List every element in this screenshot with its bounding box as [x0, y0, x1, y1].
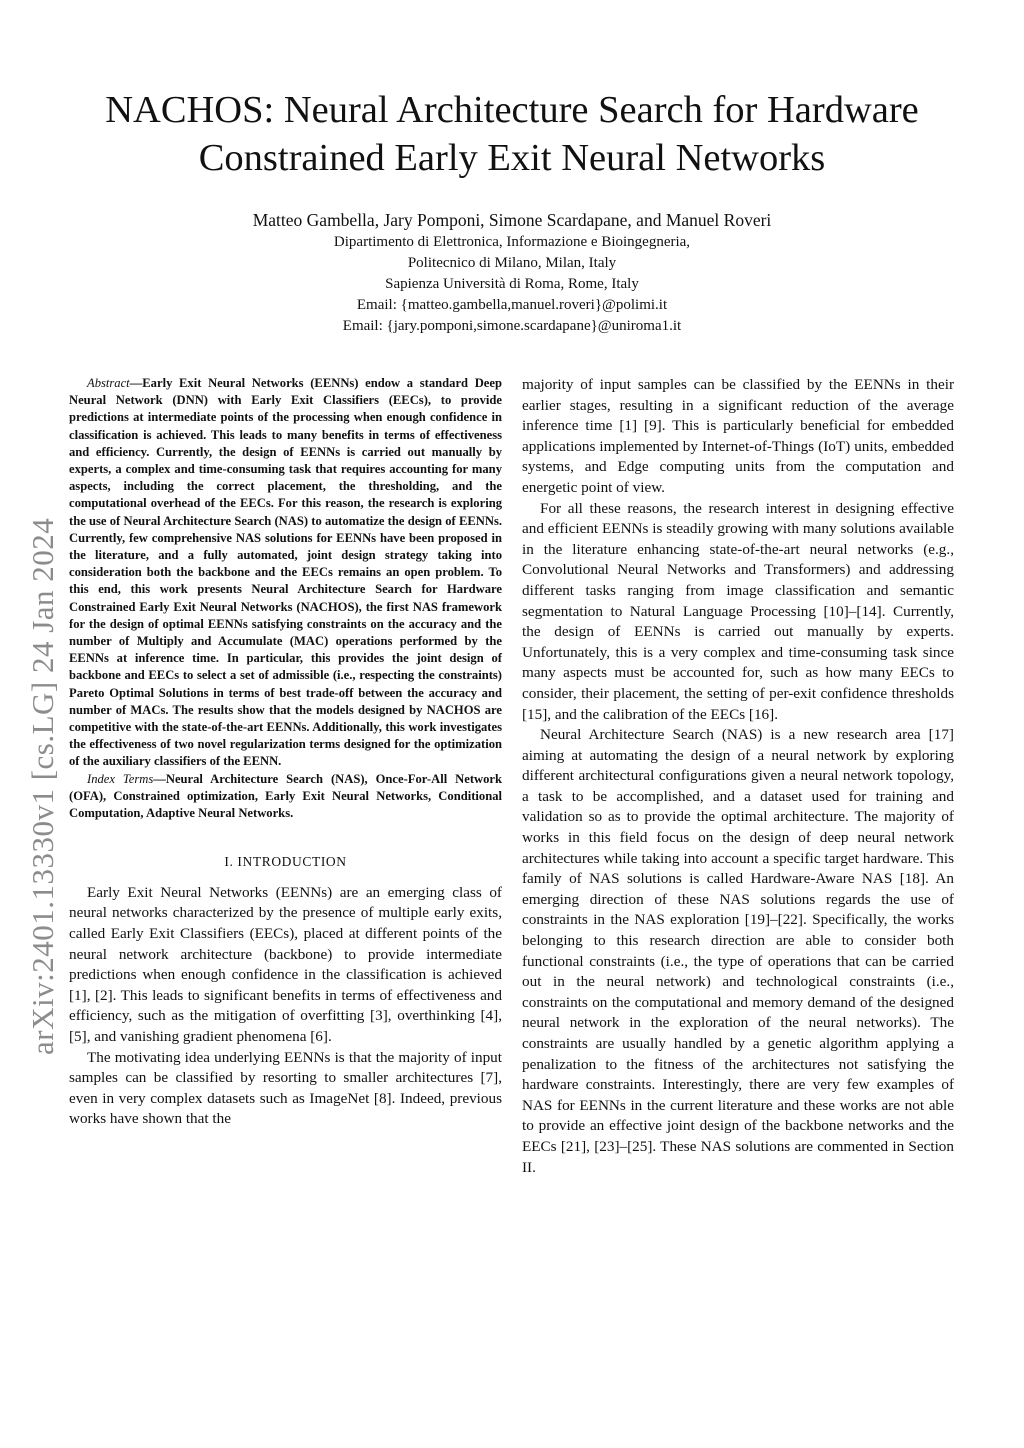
right-column	[522, 375, 954, 1178]
abstract-label: Abstract	[87, 376, 130, 390]
body-paragraph: majority of input samples can be classified by the EENNs in their earlier stages, resulting in a significant reduction of the average inference time [1] [9]. This is particularly beneficial for embedded applications implemented by Internet-of-Things (IoT) units, embedded systems, and Edge computing units from the computation and energetic point of view.	[522, 376, 954, 496]
paper-title-line-1: NACHOS: Neural Architecture Search for Hardware	[105, 89, 919, 131]
index-terms-text: —Neural Architecture Search (NAS), Once-For-All Network (OFA), Constrained optimization, Early Exit Neural Networks, Conditional Computation, Adaptive Neural Networks.	[69, 771, 502, 821]
author-block	[160, 208, 864, 337]
body-paragraph: For all these reasons, the research interest in designing effective and efficient EENNs is steadily growing with many solutions available in the literature enhancing state-of-the-art neural networks (e.g., Convolutional Neural Networks and Transformers) and addressing different tasks ranging from image classification and semantic segmentation to Natural Language Processing [10]–[14]. Currently, the design of EENNs is carried out manually by experts. Unfortunately, this is a very complex and time-consuming task since many aspects must be accounted for, such as how many EECs to consider, their placement, the setting of per-exit confidence thresholds [15], and the calibration of the EECs [16].	[522, 499, 954, 723]
left-column	[69, 375, 502, 1130]
arxiv-identifier: arXiv:2401.13330v1 [cs.LG] 24 Jan 2024	[25, 517, 60, 1055]
section-heading: I. INTRODUCTION	[224, 854, 347, 870]
email-line: Email: {jary.pomponi,simone.scardapane}@uniroma1.it	[342, 318, 682, 334]
abstract	[69, 375, 502, 771]
paper-title	[60, 86, 964, 182]
affiliation-line: Sapienza Università di Roma, Rome, Italy	[385, 276, 639, 292]
abstract-text: —Early Exit Neural Networks (EENNs) endow a standard Deep Neural Network (DNN) with Early Exit Classifiers (EECs), to provide predictions at intermediate points of the processing when enough confidence in classification is achieved. This leads to many benefits in terms of effectiveness and efficiency. Currently, the design of EENNs is carried out manually by experts, a complex and time-consuming task that requires accounting for many aspects, including the correct placement, the thresholding, and the computational overhead of the EECs. For this reason, the research is exploring the use of Neural Architecture Search (NAS) to automatize the design of EENNs. Currently, few comprehensive NAS solutions for EENNs have been proposed in the literature, and a fully automated, joint design strategy taking into consideration both the backbone and the EECs remains an open problem. To this end, this work presents Neural Architecture Search for Hardware Constrained Early Exit Neural Networks (NACHOS), the first NAS framework for the design of optimal EENNs satisfying constraints on the accuracy and the number of Multiply and Accumulate (MAC) operations performed by the EENNs at inference time. In particular, this provides the joint design of backbone and EECs to select a set of admissible (i.e., respecting the constraints) Pareto Optimal Solutions in terms of best trade-off between the accuracy and number of MACs. The results show that the models designed by NACHOS are competitive with the state-of-the-art EENNs. Additionally, this work investigates the effectiveness of two novel regularization terms designed for the optimization of the auxiliary classifiers of the EENN.	[69, 376, 502, 769]
index-terms	[69, 771, 502, 823]
index-terms-label: Index Terms	[87, 771, 154, 786]
body-paragraph: The motivating idea underlying EENNs is that the majority of input samples can be classified by resorting to smaller architectures [7], even in very complex datasets such as ImageNet [8]. Indeed, previous works have shown that the	[69, 1048, 502, 1128]
author-names: Matteo Gambella, Jary Pomponi, Simone Scardapane, and Manuel Roveri	[252, 210, 772, 230]
body-paragraph: Early Exit Neural Networks (EENNs) are an emerging class of neural networks characterized by the presence of multiple early exits, called Early Exit Classifiers (EECs), placed at different points of the neural network architecture (backbone) to provide intermediate predictions when enough confidence in the classification is achieved [1], [2]. This leads to significant benefits in terms of effectiveness and efficiency, such as the mitigation of overfitting [3], overthinking [4], [5], and vanishing gradient phenomena [6].	[69, 883, 502, 1046]
body-paragraph: Neural Architecture Search (NAS) is a new research area [17] aiming at automating the design of a neural network by exploring different architectural configurations given a neural network topology, a task to be accomplished, and a dataset used for training and validation so as to provide the optimal architecture. The majority of works in this field focus on the design of deep neural network architectures while taking into account a specific target hardware. This family of NAS solutions is called Hardware-Aware NAS [18]. An emerging direction of these NAS solutions regards the use of constraints in the NAS exploration [19]–[22]. Specifically, the works belonging to this research direction are able to consider both functional constraints (i.e., the type of operations that can be carried out in the neural network) and technological constraints (i.e., constraints on the computational and memory demand of the designed neural network in the exploration of the neural networks). The constraints are usually handled by a genetic algorithm applying a penalization to the fitness of the architectures not satisfying the hardware constraints. Interestingly, there are very few examples of NAS for EENNs in the current literature and these works are not able to provide an effective joint design of the backbone networks and the EECs [21], [23]–[25]. These NAS solutions are commented in Section II.	[522, 726, 954, 1176]
affiliation-line: Dipartimento di Elettronica, Informazione e Bioingegneria,	[333, 234, 691, 250]
affiliation-line: Politecnico di Milano, Milan, Italy	[407, 255, 617, 271]
email-line: Email: {matteo.gambella,manuel.roveri}@polimi.it	[356, 297, 668, 313]
paper-title-line-2: Constrained Early Exit Neural Networks	[198, 137, 826, 179]
